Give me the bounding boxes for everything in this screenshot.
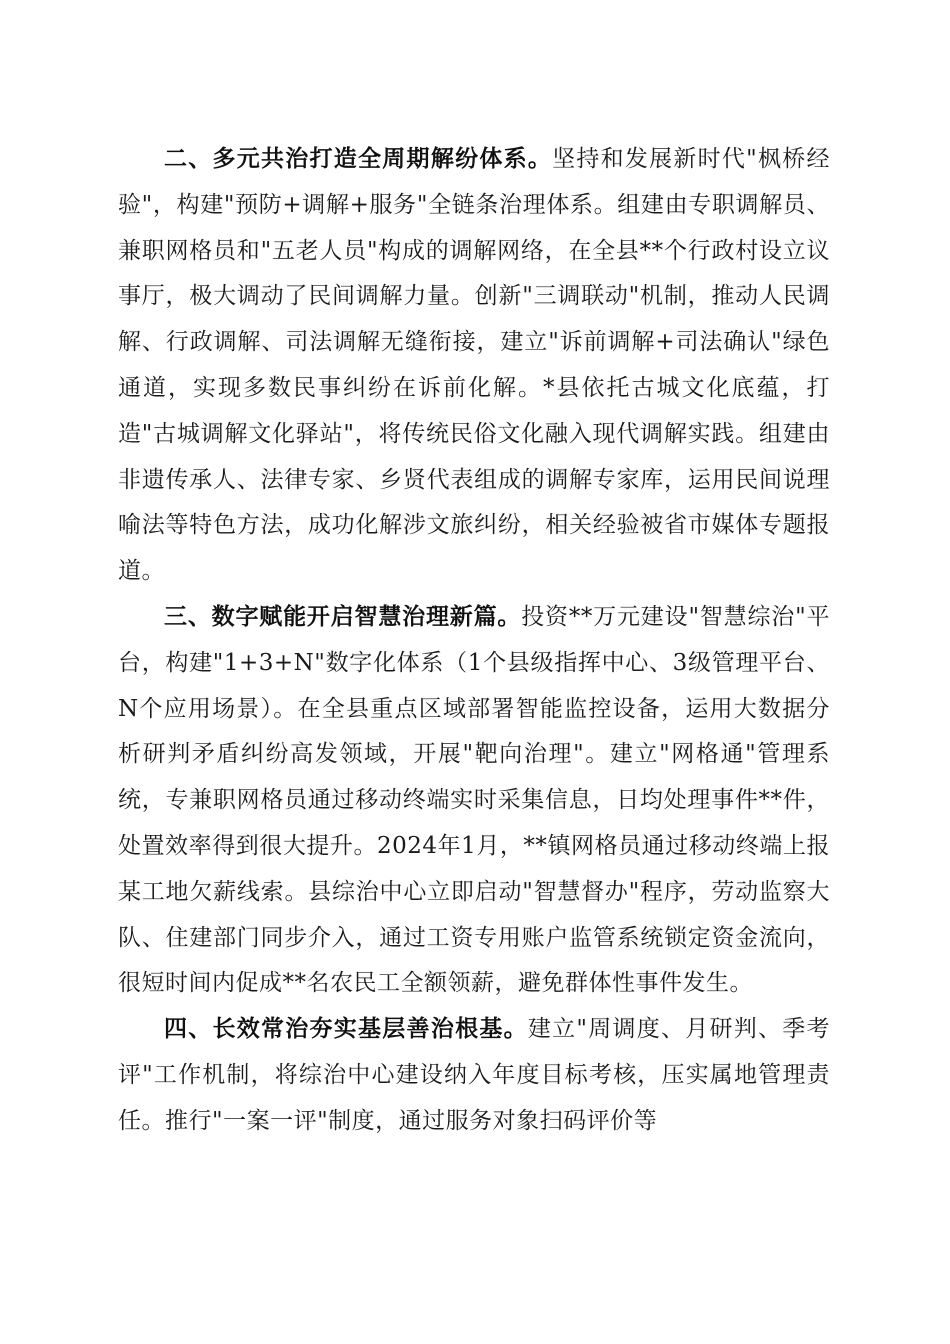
paragraph-digital-empowerment [118, 595, 830, 1007]
document-body [118, 137, 830, 1145]
paragraph-text: 投资**万元建设"智慧综治"平台，构建"1+3+N"数字化体系（1个县级指挥中心、3级管理平台、N个应用场景）。在全县重点区域部署智能监控设备，运用大数据分析研判矛盾纠纷高发领域，开展"靶向治理"。建立"网格通"管理系统，专兼职网格员通过移动终端实时采集信息，日均处理事件**件，处置效率得到很大提升。2024年1月，**镇网格员通过移动终端上报某工地欠薪线索。县综治中心立即启动"智慧督办"程序，劳动监察大队、住建部门同步介入，通过工资专用账户监管系统锁定资金流向，很短时间内促成**名农民工全额领薪，避免群体性事件发生。 [118, 603, 830, 997]
paragraph-long-term-governance [118, 1007, 830, 1144]
paragraph-diversified-governance [118, 137, 830, 595]
paragraph-text: 坚持和发展新时代"枫桥经验"，构建"预防+调解+服务"全链条治理体系。组建由专职调解员、兼职网格员和"五老人员"构成的调解网络，在全县**个行政村设立议事厅，极大调动了民间调解力量。创新"三调联动"机制，推动人民调解、行政调解、司法调解无缝衔接，建立"诉前调解+司法确认"绿色通道，实现多数民事纠纷在诉前化解。*县依托古城文化底蕴，打造"古城调解文化驿站"，将传统民俗文化融入现代调解实践。组建由非遗传承人、法律专家、乡贤代表组成的调解专家库，运用民间说理喻法等特色方法，成功化解涉文旅纠纷，相关经验被省市媒体专题报道。 [118, 146, 830, 585]
paragraph-heading: 二、多元共治打造全周期解纷体系。 [164, 146, 553, 172]
paragraph-heading: 四、长效常治夯实基层善治根基。 [164, 1016, 528, 1043]
paragraph-text: 建立"周调度、月研判、季考评"工作机制，将综治中心建设纳入年度目标考核，压实属地管理责任。推行"一案一评"制度，通过服务对象扫码评价等 [118, 1016, 830, 1134]
paragraph-heading: 三、数字赋能开启智慧治理新篇。 [164, 603, 522, 630]
